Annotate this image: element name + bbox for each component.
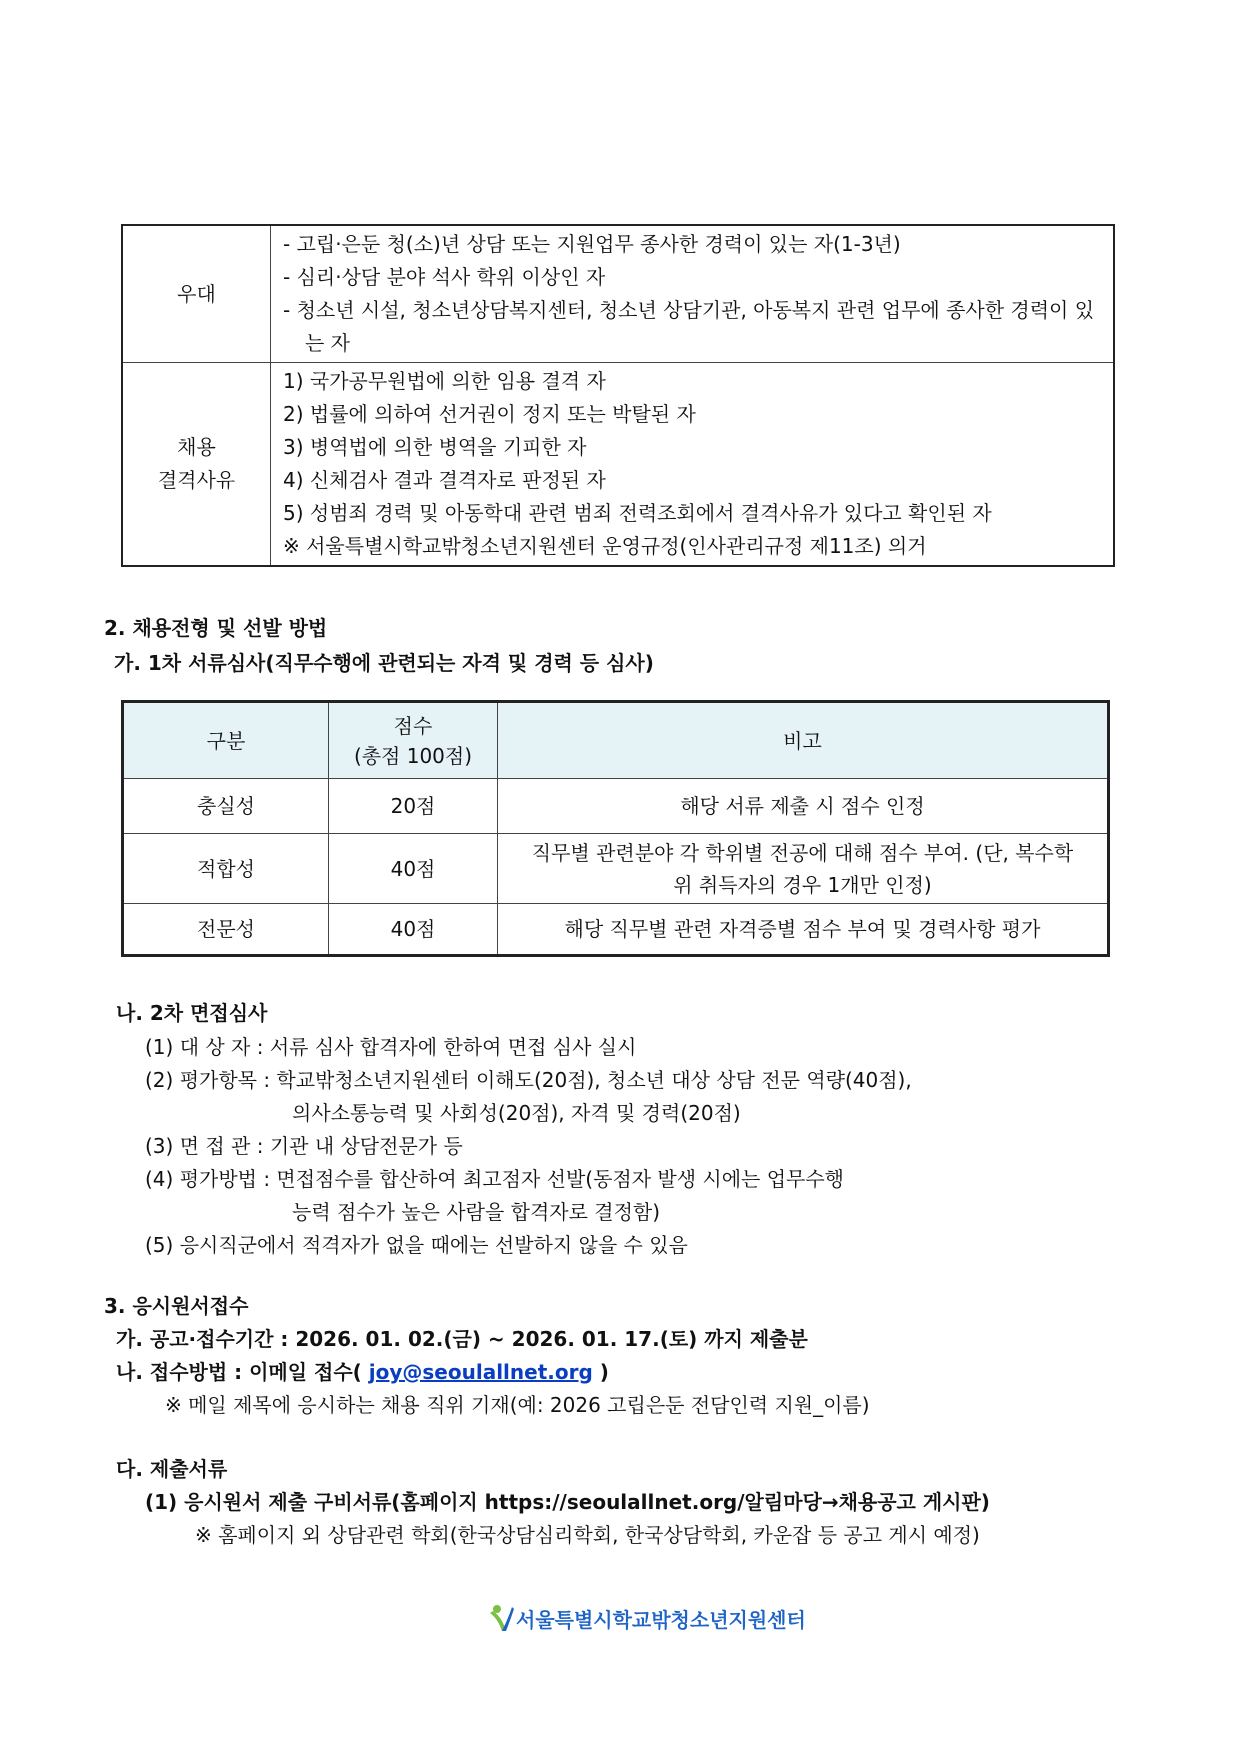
row-category: 적합성: [123, 834, 329, 904]
preferred-item: - 심리·상담 분야 석사 학위 이상인 자: [283, 265, 606, 289]
section2-sub-b: 나. 2차 면접심사: [116, 1001, 268, 1025]
score-table: [121, 700, 1110, 957]
application-method: 나. 접수방법 : 이메일 접수( joy@seoulallnet.org ): [116, 1360, 609, 1384]
section2-sub-a: 가. 1차 서류심사(직무수행에 관련되는 자격 및 경력 등 심사): [114, 651, 654, 675]
interview-item: (1) 대 상 자 : 서류 심사 합격자에 한하여 면접 심사 실시: [145, 1035, 637, 1059]
interview-item: (5) 응시직군에서 적격자가 없을 때에는 선발하지 않을 수 있음: [145, 1233, 688, 1257]
preferred-item: - 청소년 시설, 청소년상담복지센터, 청소년 상담기관, 아동복지 관련 업무에 종사한 경력이 있는 자: [283, 298, 1095, 355]
disqualification-item: 2) 법률에 의하여 선거권이 정지 또는 박탈된 자: [283, 402, 696, 426]
preferred-label: 우대: [122, 225, 271, 363]
header-score: 점수 (총점 100점): [329, 702, 498, 779]
section2-heading: 2. 채용전형 및 선발 방법: [104, 616, 328, 640]
qualification-table: [121, 224, 1115, 567]
section3-heading: 3. 응시원서접수: [104, 1294, 249, 1318]
documents-heading: 다. 제출서류: [116, 1457, 228, 1481]
disqualification-item: 3) 병역법에 의한 병역을 기피한 자: [283, 435, 587, 459]
preferred-item: - 고립·은둔 청(소)년 상담 또는 지원업무 종사한 경력이 있는 자(1-3년): [283, 232, 901, 256]
interview-item: (4) 평가방법 : 면접점수를 합산하여 최고점자 선발(동점자 발생 시에는 업무수행: [145, 1167, 845, 1191]
disqualification-note: ※ 서울특별시학교밖청소년지원센터 운영규정(인사관리규정 제11조) 의거: [283, 534, 927, 558]
disqualification-items: [271, 363, 1115, 567]
footer-org-name: 서울특별시학교밖청소년지원센터: [516, 1607, 806, 1632]
row-note: 해당 서류 제출 시 점수 인정: [498, 779, 1109, 834]
row-category: 충실성: [123, 779, 329, 834]
score-table-header: [123, 702, 1109, 779]
table-row: [123, 834, 1109, 904]
row-note: 직무별 관련분야 각 학위별 전공에 대해 점수 부여. (단, 복수학위 취득자의 경우 1개만 인정): [498, 834, 1109, 904]
documents-note: ※ 홈페이지 외 상담관련 학회(한국상담심리학회, 한국상담학회, 카운잡 등 공고 게시 예정): [195, 1523, 980, 1547]
header-note: 비고: [498, 702, 1109, 779]
method-note: ※ 메일 제목에 응시하는 채용 직위 기재(예: 2026 고립은둔 전담인력 지원_이름): [165, 1393, 870, 1417]
row-category: 전문성: [123, 904, 329, 956]
interview-item: (3) 면 접 관 : 기관 내 상담전문가 등: [145, 1134, 463, 1158]
disqualification-item: 1) 국가공무원법에 의한 임용 결격 자: [283, 369, 606, 393]
table-row: [123, 779, 1109, 834]
disqualification-item: 4) 신체검사 결과 결격자로 판정된 자: [283, 468, 606, 492]
preferred-items: [271, 225, 1115, 363]
row-score: 40점: [329, 904, 498, 956]
row-score: 20점: [329, 779, 498, 834]
interview-item: (2) 평가항목 : 학교밖청소년지원센터 이해도(20점), 청소년 대상 상담 전문 역량(40점),: [145, 1068, 912, 1092]
documents-item: (1) 응시원서 제출 구비서류(홈페이지 https://seoulallnet.org/알림마당→채용공고 게시판): [145, 1490, 990, 1514]
preferred-row: [122, 225, 1114, 363]
email-link[interactable]: joy@seoulallnet.org: [368, 1360, 593, 1384]
row-score: 40점: [329, 834, 498, 904]
logo-mark-icon: [488, 1603, 514, 1633]
header-category: 구분: [123, 702, 329, 779]
interview-item-cont: 능력 점수가 높은 사람을 합격자로 결정함): [292, 1200, 661, 1224]
footer-logo: [488, 1603, 806, 1633]
disqualification-row: [122, 363, 1114, 567]
application-period: 가. 공고·접수기간 : 2026. 01. 02.(금) ~ 2026. 01. 17.(토) 까지 제출분: [116, 1327, 808, 1351]
disqualification-label: 채용 결격사유: [122, 363, 271, 567]
row-note: 해당 직무별 관련 자격증별 점수 부여 및 경력사항 평가: [498, 904, 1109, 956]
table-row: [123, 904, 1109, 956]
interview-item-cont: 의사소통능력 및 사회성(20점), 자격 및 경력(20점): [292, 1101, 741, 1125]
disqualification-item: 5) 성범죄 경력 및 아동학대 관련 범죄 전력조회에서 결격사유가 있다고 확인된 자: [283, 501, 992, 525]
